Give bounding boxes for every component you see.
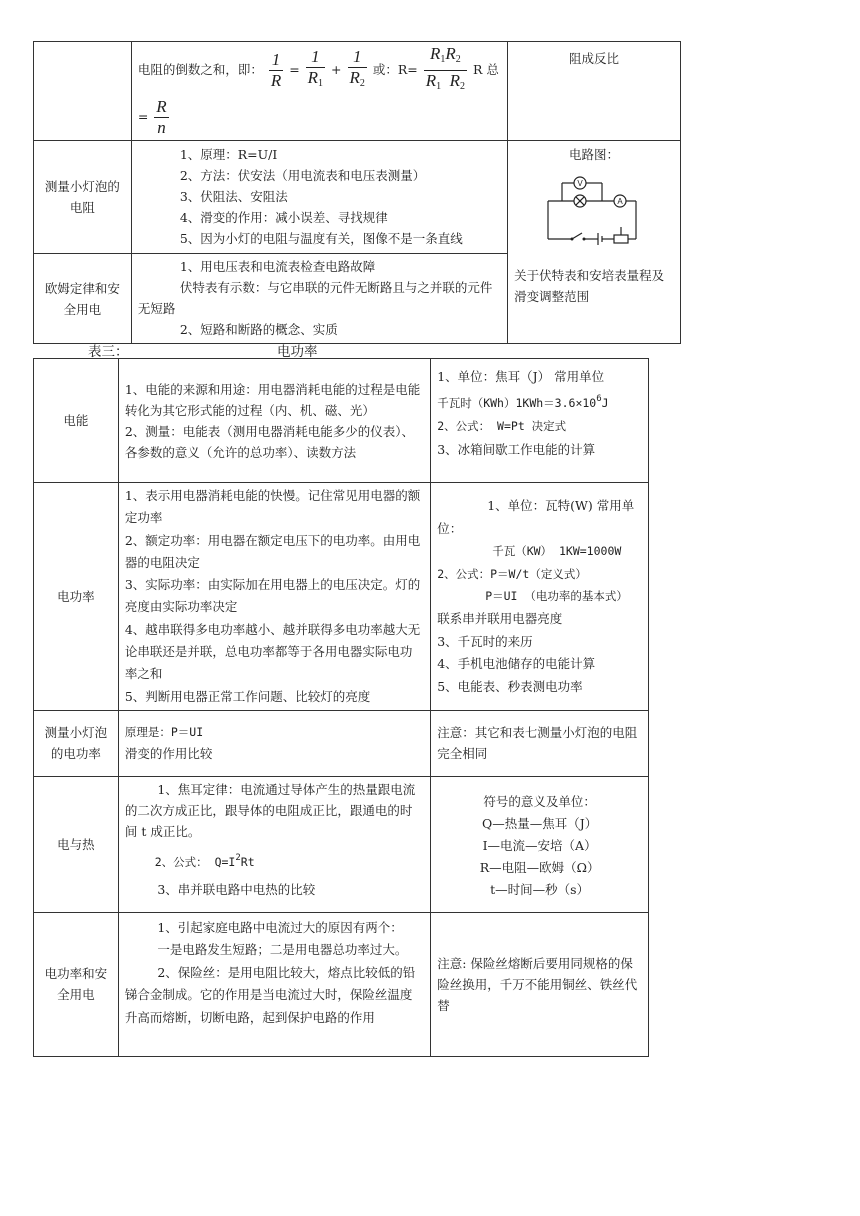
- power-content: [118, 483, 430, 711]
- fraction-product-over-sum: $\frac{R1R2}{R1 R2}$: [425, 44, 466, 92]
- list-item: 1、单位：焦耳（J） 常用单位: [437, 369, 605, 384]
- heat-content: [118, 776, 430, 912]
- table-row: [34, 141, 681, 254]
- or-text: 或：R=: [372, 62, 418, 77]
- list-item: 1、电能的来源和用途：用电器消耗电能的过程是电能转化为其它形式能的过程（内、机、磁、光）: [124, 381, 421, 418]
- energy-units: [431, 359, 649, 483]
- list-item: 联系串并联用电器亮度: [437, 610, 563, 626]
- list-item: 3、冰箱间歇工作电能的计算: [437, 442, 596, 457]
- list-item: 4、手机电池储存的电能计算: [437, 656, 596, 672]
- resistance-table: [33, 41, 681, 344]
- list-item: 滑变的作用比较: [124, 746, 213, 762]
- list-item: 5、电能表、秒表测电功率: [437, 678, 583, 694]
- list-item: 一是电路发生短路；二是用电器总功率过大。: [157, 942, 408, 958]
- inverse-ratio-cell: 阻成反比: [508, 42, 681, 141]
- formula-prefix: 电阻的倒数之和，即：: [137, 62, 263, 77]
- meter-range-note: 关于伏特表和安培表量程及滑变调整范围: [514, 268, 665, 304]
- list-item: 3、伏阻法、安阻法: [179, 189, 288, 204]
- list-item: R—电阻—欧姆（Ω）: [479, 859, 600, 875]
- table-row: [34, 710, 649, 776]
- list-item: 4、越串联得多电功率越小、越并联得多电功率越大无论串联还是并联，总电功率都等于各用电器实际电功率之和: [124, 621, 421, 682]
- list-item: 3、串并联电路中电热的比较: [157, 881, 316, 897]
- fraction-1-over-R1: $\frac{1}{R1}$: [307, 47, 324, 89]
- lamp-power-content: [118, 710, 430, 776]
- svg-text:A: A: [617, 197, 623, 206]
- list-item: I—电流—安培（A）: [482, 837, 597, 853]
- list-item: 5、判断用电器正常工作问题、比较灯的亮度: [124, 688, 371, 704]
- table-row: [34, 483, 649, 711]
- fraction-1-over-R2: $\frac{1}{R2}$: [349, 47, 365, 89]
- caption-label: 表三：: [88, 344, 129, 360]
- list-item: 2、保险丝：是用电阻比较大，熔点比较低的铅锑合金制成。它的作用是当电流过大时，保险丝温度升高而熔断，切断电路，起到保护电路的作用: [124, 964, 416, 1025]
- row-label: 电功率和安全用电: [34, 912, 119, 1056]
- list-item: 1、引起家庭电路中电流过大的原因有两个：: [157, 919, 403, 935]
- fraction-R-over-n: $\frac{R}{n}$: [156, 97, 167, 137]
- list-item: 原理是：P＝UI: [124, 725, 204, 740]
- circuit-cell: [508, 141, 681, 344]
- list-item: t—时间—秒（s）: [490, 881, 590, 897]
- circuit-diagram: [544, 169, 644, 247]
- circuit-title: 电路图：: [569, 147, 620, 162]
- svg-text:V: V: [577, 179, 583, 188]
- list-item: 1、用电压表和电流表检查电路故障: [179, 259, 376, 274]
- list-item: 2、短路和断路的概念、实质: [179, 322, 338, 337]
- parallel-formula-cell: [131, 42, 507, 141]
- list-item: 3、实际功率：由实际加在用电器上的电压决定。灯的亮度由实际功率决定: [124, 577, 421, 615]
- row-label: 欧姆定律和安全用电: [34, 254, 132, 344]
- row-label: 电能: [34, 359, 119, 483]
- list-item: 1、焦耳定律：电流通过导体产生的热量跟电流的二次方成正比，跟导体的电阻成正比，跟通电的时间 t 成正比。: [124, 781, 416, 839]
- lamp-power-note: 注意：其它和表七测量小灯泡的电阻完全相同: [431, 710, 649, 776]
- row-label: 电与热: [34, 776, 119, 912]
- list-item: Q—热量—焦耳（J）: [481, 815, 598, 831]
- row-label: 测量小灯泡的电功率: [34, 710, 119, 776]
- ohm-safety-content: [131, 254, 507, 344]
- list-item: P＝UI （电功率的基本式）: [485, 589, 628, 604]
- table-row: [34, 42, 681, 141]
- table-row: [34, 912, 649, 1056]
- list-item: 3、千瓦时的来历: [437, 633, 533, 649]
- list-item: 符号的意义及单位：: [483, 793, 596, 809]
- list-item: 千瓦（KW） 1KW=1000W: [492, 544, 622, 559]
- row-label: 电功率: [34, 483, 119, 711]
- list-item: 4、滑变的作用：减小误差、寻找规律: [179, 210, 388, 225]
- equals-sign: =: [289, 62, 300, 77]
- list-item: 2、方法：伏安法（用电流表和电压表测量）: [179, 168, 426, 183]
- list-item: 1、单位：瓦特(W) 常用单位：: [437, 498, 635, 536]
- row-label: 测量小灯泡的电阻: [34, 141, 132, 254]
- table-row: [34, 776, 649, 912]
- list-item: 2、公式：P＝W/t（定义式）: [437, 566, 587, 581]
- list-item: 2、测量：电能表（测用电器消耗电能多少的仪表）、各参数的意义（允许的总功率）、读数方法: [124, 423, 415, 460]
- fuse-note: 注意: 保险丝熔断后要用同规格的保险丝换用，千万不能用铜丝、铁丝代替: [431, 912, 649, 1056]
- list-item: 千瓦时$(KWh)1KWh=3.6\times 10^6J$: [437, 394, 609, 410]
- electric-power-table: [33, 358, 649, 1057]
- empty-cell: [34, 42, 132, 141]
- table-caption: [0, 340, 860, 358]
- table-row: [34, 359, 649, 483]
- list-item: 2、额定功率：用电器在额定电压下的电功率。由用电器的电阻决定: [124, 532, 421, 570]
- fraction-1-over-R: $\frac{1}{R}$: [270, 50, 282, 90]
- list-item: 5、因为小灯的电阻与温度有关，图像不是一条直线: [179, 231, 463, 246]
- measure-resistance-content: [131, 141, 507, 254]
- heat-symbols: [431, 776, 649, 912]
- list-item: 1、表示用电器消耗电能的快慢。记住常见用电器的额定功率: [124, 488, 421, 526]
- energy-content: [118, 359, 430, 483]
- safety-content: [118, 912, 430, 1056]
- power-units: [431, 483, 649, 711]
- list-item: 伏特表有示数：与它串联的元件无断路且与之并联的元件无短路: [137, 280, 493, 316]
- list-item: 2、公式： $Q=I^2Rt$: [154, 852, 255, 869]
- list-item: 2、公式： W=Pt 决定式: [437, 419, 567, 433]
- caption-title: 电功率: [277, 344, 318, 360]
- list-item: 1、原理：R=U/I: [179, 147, 278, 162]
- plus-sign: +: [331, 62, 342, 77]
- total-text: R 总=: [137, 62, 499, 124]
